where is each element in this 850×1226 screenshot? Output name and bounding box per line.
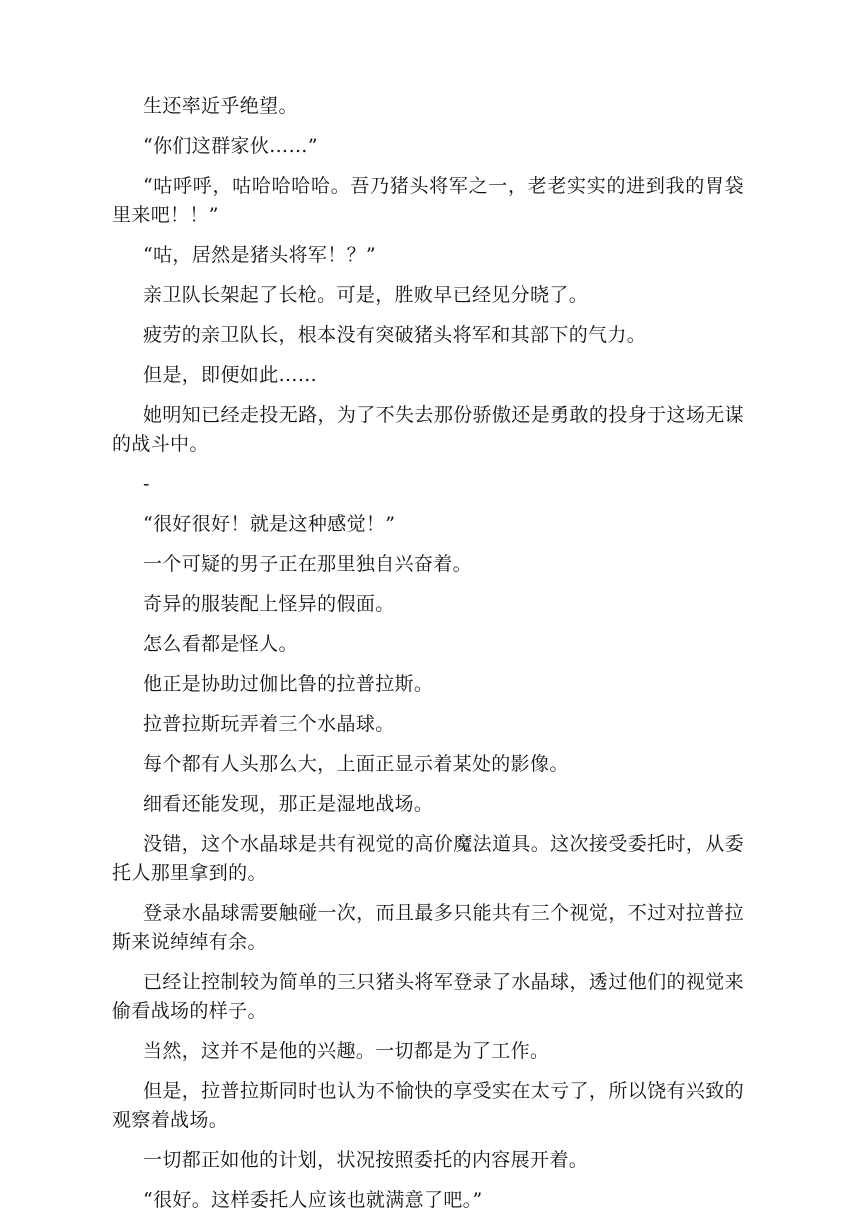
scene-separator: - bbox=[143, 473, 150, 495]
paragraph: 奇异的服装配上怪异的假面。 bbox=[143, 593, 395, 615]
paragraph: 拉普拉斯玩弄着三个水晶球。 bbox=[143, 713, 395, 735]
paragraph: 但是，拉普拉斯同时也认为不愉快的享受实在太亏了，所以饶有兴致的观察着战场。 bbox=[112, 1080, 744, 1131]
paragraph: 但是，即便如此…… bbox=[143, 364, 318, 386]
paragraph: 已经让控制较为简单的三只猪头将军登录了水晶球，透过他们的视觉来偷看战场的样子。 bbox=[112, 971, 744, 1022]
paragraph: 她明知已经走投无路，为了不失去那份骄傲还是勇敢的投身于这场无谋的战斗中。 bbox=[112, 404, 744, 455]
paragraph: 没错，这个水晶球是共有视觉的高价魔法道具。这次接受委托时，从委托人那里拿到的。 bbox=[112, 833, 744, 884]
paragraph: 疲劳的亲卫队长，根本没有突破猪头将军和其部下的气力。 bbox=[143, 324, 647, 346]
paragraph: “你们这群家伙……” bbox=[143, 135, 318, 157]
document-page bbox=[112, 92, 744, 1226]
paragraph: 当然，这并不是他的兴趣。一切都是为了工作。 bbox=[143, 1040, 550, 1062]
paragraph: “咕，居然是猪头将军！？” bbox=[143, 244, 376, 266]
paragraph: 一切都正如他的计划，状况按照委托的内容展开着。 bbox=[143, 1149, 589, 1171]
paragraph: “很好。这样委托人应该也就满意了吧。” bbox=[143, 1189, 483, 1211]
paragraph: 怎么看都是怪人。 bbox=[143, 633, 298, 655]
paragraph: 他正是协助过伽比鲁的拉普拉斯。 bbox=[143, 673, 434, 695]
paragraph: 登录水晶球需要触碰一次，而且最多只能共有三个视觉，不过对拉普拉斯来说绰绰有余。 bbox=[112, 902, 744, 953]
paragraph: 一个可疑的男子正在那里独自兴奋着。 bbox=[143, 553, 472, 575]
paragraph: 生还率近乎绝望。 bbox=[143, 95, 298, 117]
paragraph: “咕呼呼，咕哈哈哈哈。吾乃猪头将军之一，老老实实的进到我的胃袋里来吧！！” bbox=[112, 175, 744, 226]
paragraph: 每个都有人头那么大，上面正显示着某处的影像。 bbox=[143, 753, 569, 775]
paragraph: 细看还能发现，那正是湿地战场。 bbox=[143, 793, 434, 815]
paragraph: 亲卫队长架起了长枪。可是，胜败早已经见分晓了。 bbox=[143, 284, 589, 306]
paragraph: “很好很好！就是这种感觉！” bbox=[143, 513, 396, 535]
